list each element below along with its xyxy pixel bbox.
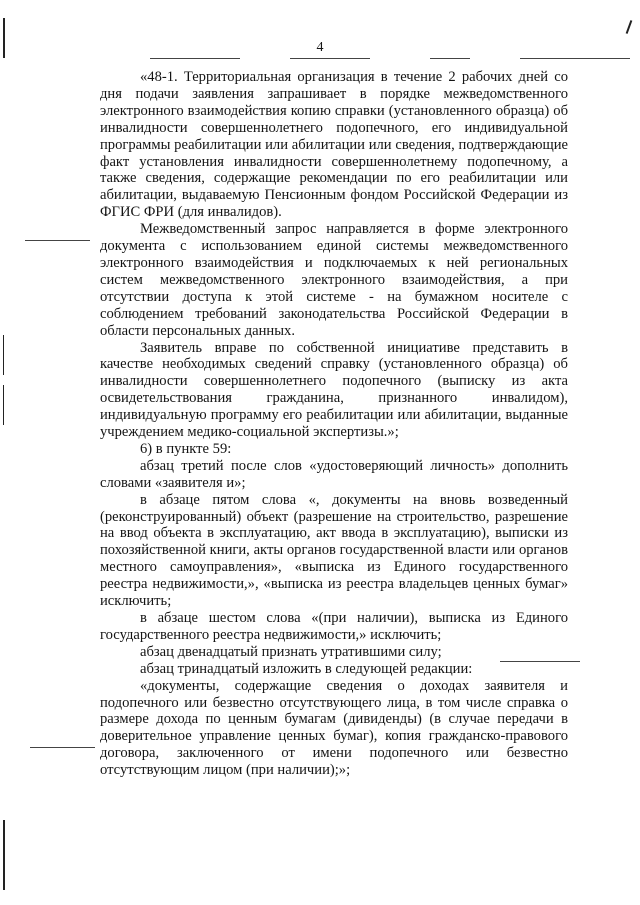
paragraph-applicant-right: Заявитель вправе по собственной инициативе представить в качестве необходимых сведений справку (установленного образца) об инвалидности совершеннолетнего подопечного (выписку из акта освидетельствования гражданина, признанного инвалидом), индивидуальную программу его реабилитации или абилитации, выданные учреждением медико-социальной экспертизы.»; xyxy=(100,339,568,441)
paragraph-48-1: «48-1. Территориальная организация в течение 2 рабочих дней со дня подачи заявления запрашивает в порядке межведомственного электронного взаимодействия копию справки (установленного образца) об инвалидности совершеннолетнего подопечного, его индивидуальной программы реабилитации или абилитации или сведения, подтверждающие факт установления инвалидности совершеннолетнему подопечному, а также сведения, содержащие рекомендации по его реабилитации или абилитации, выдаваемую Пенсионным фондом Российской Федерации из ФГИС ФРИ (для инвалидов). xyxy=(100,69,568,221)
scan-mark-left-low xyxy=(3,385,4,425)
scan-dash-left-2 xyxy=(30,747,95,748)
scan-mark-left-bottom xyxy=(3,820,5,890)
paragraph-new-wording: «документы, содержащие сведения о доходах заявителя и подопечного или безвестно отсутствующего лица, в том числе справка о размере дохода по ценным бумагам (дивиденды) (в случае передачи в доверительное управление ценных бумаг), копия гражданско-правового договора, заключенного от имени подопечного или безвестно отсутствующим лицом (при наличии);»; xyxy=(100,677,568,779)
paragraph-abzac-fifth: в абзаце пятом слова «, документы на вновь возведенный (реконструированный) объект (разрешение на строительство, разрешение на ввод объекта в эксплуатацию, акт ввода в эксплуатацию), выписки из похозяйственной книги, акты органов государственной власти или органов местного самоуправления», «выписка из Единого государственного реестра недвижимости,», «выписка из реестра владельцев ценных бумаг» исключить; xyxy=(100,491,568,610)
paragraph-abzac-thirteenth: абзац тринадцатый изложить в следующей редакции: xyxy=(140,660,473,677)
document-body xyxy=(100,69,568,779)
paragraph-abzac-third: абзац третий после слов «удостоверяющий личность» дополнить словами «заявителя и»; xyxy=(100,457,568,491)
scan-dash-top-3 xyxy=(430,58,470,59)
scan-dash-top-2 xyxy=(290,58,370,59)
paragraph-abzac-sixth: в абзаце шестом слова «(при наличии), выписка из Единого государственного реестра недвижимости,» исключить; xyxy=(100,610,568,643)
scan-mark-right-top xyxy=(626,20,633,34)
scan-dash-left-1 xyxy=(25,240,90,241)
paragraph-item-59: 6) в пункте 59: xyxy=(140,440,232,457)
paragraph-interagency-request: Межведомственный запрос направляется в форме электронного документа с использованием единой системы межведомственного электронного взаимодействия и подключаемых к ней региональных систем межведомственного электронного взаимодействия, а при отсутствии доступа к этой системе - на бумажном носителе с соблюдением требований законодательства Российской Федерации в области персональных данных. xyxy=(100,221,568,339)
scan-mark-left-mid xyxy=(3,335,4,375)
paragraph-abzac-twelfth: абзац двенадцатый признать утратившими силу; xyxy=(140,643,442,660)
scan-dash-top-4 xyxy=(520,58,630,59)
scan-dash-top-1 xyxy=(150,58,240,59)
page-number: 4 xyxy=(316,40,324,55)
